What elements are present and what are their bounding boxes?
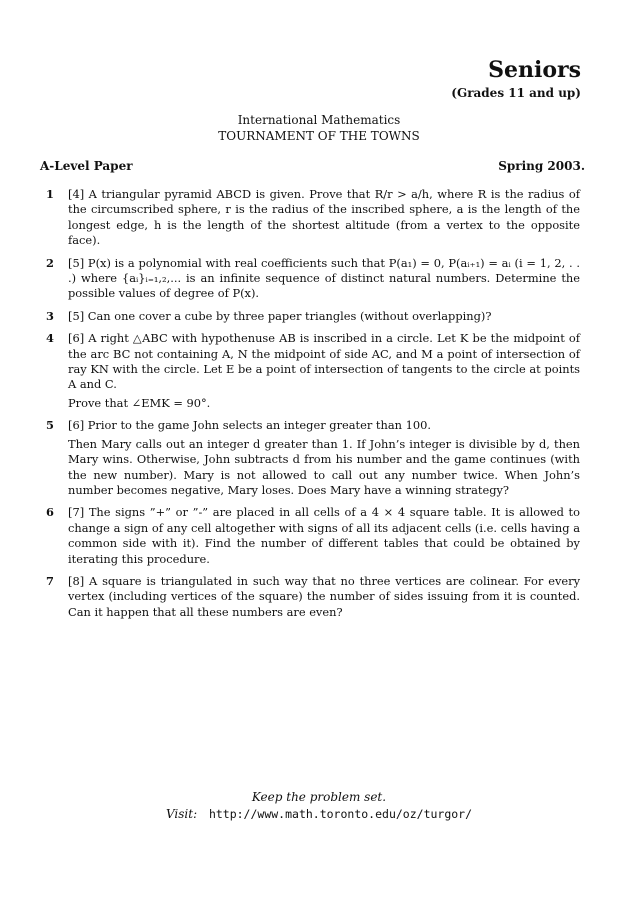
problem-points: [5] — [68, 255, 85, 270]
problem-7 — [46, 574, 580, 620]
problem-text: P(x) is a polynomial with real coefficients such that P(a₁) = 0, P(aᵢ₊₁) = aᵢ (i = 1, 2, . . .) where {aᵢ}ᵢ₌₁,₂,... is an infinite sequence of distinct natural numbers. Determine the possible values of degree of P(x). — [68, 255, 580, 301]
paper-level: A-Level Paper — [40, 159, 133, 173]
footer-note: Keep the problem set. — [251, 790, 387, 804]
problem-1 — [46, 187, 580, 249]
problem-points: [5] — [68, 308, 85, 323]
problem-points: [6] — [68, 418, 85, 433]
problem-text: Prior to the game John selects an integer greater than 100. — [87, 418, 431, 433]
problem-3 — [46, 309, 580, 324]
visit-label: Visit: — [165, 807, 198, 821]
grade-range: (Grades 11 and up) — [451, 86, 581, 100]
paper-season: Spring 2003. — [498, 159, 585, 173]
problem-number: 4 — [46, 331, 54, 346]
problem-points: [7] — [68, 505, 85, 520]
problem-text: The signs ”+” or ”-” are placed in all cells of a 4 × 4 square table. It is allowed to change a sign of any cell altogether with signs of all its adjacent cells (i.e. cells having a common side with it). Find the number of different tables that could be obtained by iterating this procedure. — [68, 505, 580, 566]
problem-text: Then Mary calls out an integer d greater than 1. If John’s integer is divisible by d, then Mary wins. Otherwise, John subtracts d from his number and the game continues (with the new number). Mary is not allowed to call out any number twice. When John’s number becomes negative, Mary loses. Does Mary have a winning strategy? — [68, 436, 580, 497]
footer-visit-line — [0, 807, 638, 821]
problem-text: Prove that ∠EMK = 90°. — [68, 395, 211, 410]
problem-2 — [46, 256, 580, 302]
problem-points: [8] — [68, 573, 85, 588]
website-link[interactable]: http://www.math.toronto.edu/oz/turgor/ — [208, 807, 473, 821]
problem-points: [4] — [68, 187, 85, 201]
problem-6 — [46, 505, 580, 567]
problem-number: 2 — [46, 255, 54, 270]
problem-number: 6 — [46, 505, 54, 520]
problem-text: A square is triangulated in such way that no three vertices are colinear. For every vertex (including vertices of the square) the number of sides issuing from it is counted. Can it happen that all these numbers are even? — [68, 573, 581, 619]
problem-5 — [46, 418, 580, 498]
problem-text: Can one cover a cube by three paper triangles (without overlapping)? — [87, 308, 492, 323]
problem-text: A right △ABC with hypothenuse AB is inscribed in a circle. Let K be the midpoint of the arc BC not containing A, N the midpoint of side AC, and M a point of intersection of ray KN with the circle. Let E be a point of intersection of tangents to the circle at points A and C. — [68, 331, 580, 392]
problem-number: 7 — [46, 573, 54, 588]
paper-info-row — [40, 159, 585, 173]
problem-points: [6] — [68, 331, 85, 346]
problem-number: 5 — [46, 418, 54, 433]
problem-number: 1 — [46, 187, 54, 201]
competition-line-2: TOURNAMENT OF THE TOWNS — [218, 129, 420, 143]
page-title: Seniors — [488, 57, 581, 83]
problem-list — [46, 187, 580, 627]
problem-number: 3 — [46, 308, 54, 323]
problem-4 — [46, 331, 580, 411]
problem-text: A triangular pyramid ABCD is given. Prove that R/r > a/h, where R is the radius of the circumscribed sphere, r is the radius of the inscribed sphere, a is the length of the longest edge, h is the length of the shortest altitude (from a vertex to the opposite face). — [68, 187, 580, 248]
competition-line-1: International Mathematics — [237, 113, 401, 127]
